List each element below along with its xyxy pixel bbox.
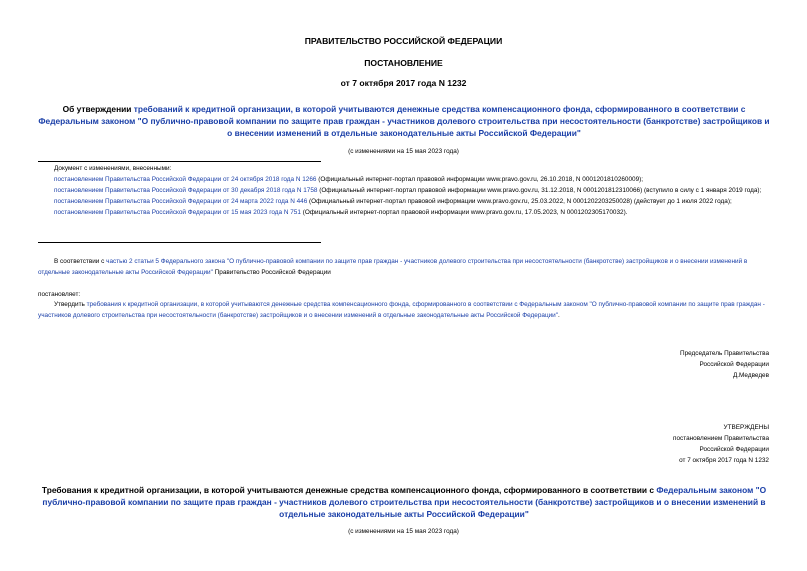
amendment-item	[38, 207, 770, 218]
revision-note-2: (с изменениями на 15 мая 2023 года)	[348, 528, 459, 535]
signature-name: Д.Медведев	[732, 372, 769, 379]
document-date-number: от 7 октября 2017 года N 1232	[340, 78, 467, 88]
amendment-text: (Официальный интернет-портал правовой информации www.pravo.gov.ru, 17.05.2023, N 0001202305170032).	[300, 209, 628, 216]
amendment-link[interactable]: постановлением Правительства Российской Федерации от 24 октября 2018 года N 1266	[54, 176, 317, 183]
requirements-title	[38, 484, 770, 520]
preamble	[38, 256, 770, 278]
amendment-item	[38, 185, 770, 196]
signature-org: Российской Федерации	[699, 361, 769, 368]
requirements-law-link[interactable]: Федеральным законом "О публично-правовой компании по защите прав граждан - участников долевого строительства при несостоятельности (банкротстве) застройщиков и о внесении изменений в отдельные законодательные акты Российской Федерации"	[42, 485, 767, 519]
amendment-text: (Официальный интернет-портал правовой информации www.pravo.gov.ru, 25.03.2022, N 0001202203250028) (действует до 1 июля 2022 года);	[307, 198, 732, 205]
signature-position: Председатель Правительства	[680, 350, 769, 357]
document-type: ПОСТАНОВЛЕНИЕ	[364, 58, 443, 68]
signature-block	[680, 348, 769, 381]
divider-bottom	[38, 242, 321, 243]
title-link[interactable]: требований к кредитной организации, в которой учитываются денежные средства компенсационного фонда, сформированного в соответствии с Федеральным законом "О публично-правовой компании по защите прав граждан - участников долевого строительства при несостоятельности (банкротстве) застройщиков и о внесении изменений в отдельные законодательные акты Российской Федерации"	[38, 104, 770, 138]
approve-suffix: .	[558, 312, 560, 319]
amendment-text: (Официальный интернет-портал правовой информации www.pravo.gov.ru, 26.10.2018, N 0001201810260009);	[316, 176, 644, 183]
amendment-link[interactable]: постановлением Правительства Российской Федерации от 15 мая 2023 года N 751	[54, 209, 301, 216]
approve-requirements-link[interactable]: требования к кредитной организации, в которой учитываются денежные средства компенсационного фонда, сформированного в соответствии с Федеральным законом "О публично-правовой компании по защите прав граждан - участников долевого строительства при несостоятельности (банкротстве) застройщиков и о внесении изменений в отдельные законодательные акты Российской Федерации"	[38, 301, 765, 319]
government-heading: ПРАВИТЕЛЬСТВО РОССИЙСКОЙ ФЕДЕРАЦИИ	[304, 36, 503, 46]
resolves-text: постановляет:	[38, 291, 81, 298]
amendments-block	[38, 163, 770, 218]
approved-by: постановлением Правительства	[673, 435, 769, 442]
divider-top	[38, 161, 321, 162]
amendments-heading: Документ с изменениями, внесенными:	[54, 165, 172, 172]
approve-prefix: Утвердить	[54, 301, 87, 308]
amendment-link[interactable]: постановлением Правительства Российской Федерации от 30 декабря 2018 года N 1758	[54, 187, 318, 194]
preamble-law-link[interactable]: частью 2 статьи 5 Федерального закона "О публично-правовой компании по защите прав граждан - участников долевого строительства при несостоятельности (банкротстве) застройщиков и о внесении изменений в отдельные законодательные акты Российской Федерации"	[38, 258, 748, 276]
amendment-item	[38, 196, 770, 207]
requirements-title-prefix: Требования к кредитной организации, в которой учитываются денежные средства компенсационного фонда, сформированного в соответствии с	[41, 485, 657, 495]
preamble-suffix: Правительство Российской Федерации	[212, 269, 331, 276]
preamble-prefix: В соответствии с	[54, 258, 107, 265]
amendment-link[interactable]: постановлением Правительства Российской Федерации от 24 марта 2022 года N 446	[54, 198, 308, 205]
approve-paragraph	[38, 299, 770, 321]
amendment-item	[38, 174, 770, 185]
title-prefix: Об утверждении	[62, 104, 134, 114]
approved-date: от 7 октября 2017 года N 1232	[679, 457, 769, 464]
document-title	[38, 103, 770, 139]
revision-note: (с изменениями на 15 мая 2023 года)	[348, 148, 459, 155]
approved-block	[673, 422, 769, 466]
amendment-text: (Официальный интернет-портал правовой информации www.pravo.gov.ru, 31.12.2018, N 0001201812310066) (вступило в силу с 1 января 2019 года);	[317, 187, 762, 194]
approved-label: УТВЕРЖДЕНЫ	[723, 424, 769, 431]
approved-org: Российской Федерации	[699, 446, 769, 453]
